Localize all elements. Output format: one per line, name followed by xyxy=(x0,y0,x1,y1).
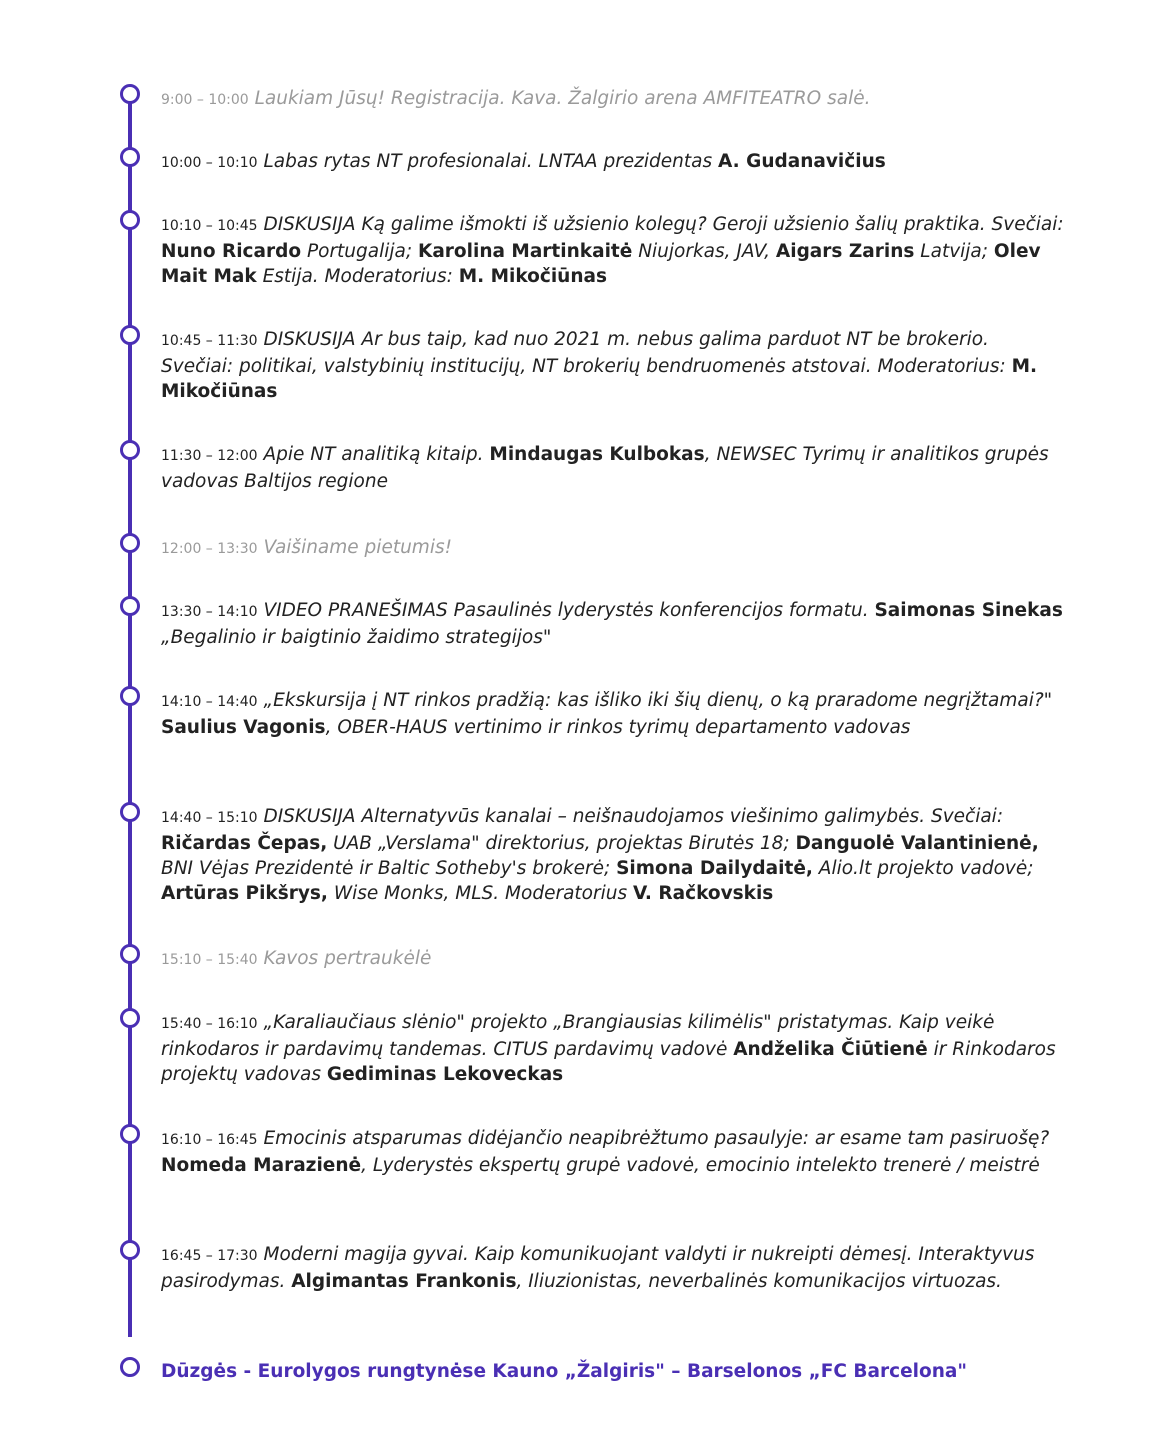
time-range: 16:45 – 17:30 xyxy=(161,1248,258,1264)
description-text: Vaišiname pietumis! xyxy=(263,537,453,558)
speaker-name: Simona Dailydaitė, xyxy=(616,858,813,879)
description-text: Kavos pertraukėlė xyxy=(263,948,432,969)
schedule-item-text xyxy=(161,149,1066,176)
timeline-dot xyxy=(120,1357,140,1377)
schedule-item-text xyxy=(161,1010,1066,1087)
description-text: Labas rytas NT profesionalai. LNTAA prezidentas xyxy=(263,151,718,172)
description-text: „Ekskursija į NT rinkos pradžią: kas išliko iki šių dienų, o ką praradome negrįžtamai?" xyxy=(263,690,1053,711)
speaker-name: Algimantas Frankonis xyxy=(291,1271,517,1292)
description-text: DISKUSIJA Ar bus taip, kad nuo 2021 m. nebus galima parduot NT be brokerio. Svečiai: politikai, valstybinių institucijų, NT brokerių bendruomenės atstovai. Moderatorius: xyxy=(161,329,1012,377)
time-range: 10:10 – 10:45 xyxy=(161,218,258,234)
description-text: Estija. Moderatorius: xyxy=(256,266,459,287)
schedule-item-text xyxy=(161,212,1066,289)
schedule-item-text xyxy=(161,535,1066,562)
speaker-name: Ričardas Čepas, xyxy=(161,833,328,854)
timeline-dot xyxy=(120,1240,140,1260)
description-text: Portugalija; xyxy=(301,241,418,262)
timeline-line xyxy=(128,92,132,1337)
timeline-dot xyxy=(120,1008,140,1028)
speaker-name: V. Račkovskis xyxy=(632,883,774,904)
speaker-name: Nomeda Marazienė xyxy=(161,1155,362,1176)
timeline-dot xyxy=(120,147,140,167)
schedule-item-text xyxy=(161,688,1066,740)
timeline-dot xyxy=(120,686,140,706)
timeline-dot xyxy=(120,1124,140,1144)
time-range: 10:00 – 10:10 xyxy=(161,155,258,171)
description-text: Emocinis atsparumas didėjančio neapibrėžtumo pasaulyje: ar esame tam pasiruošę? xyxy=(263,1128,1050,1149)
schedule-item-text xyxy=(161,86,1066,113)
schedule-item-text xyxy=(161,946,1066,973)
timeline-dot xyxy=(120,210,140,230)
speaker-name: Nuno Ricardo xyxy=(161,241,302,262)
speaker-name: Mindaugas Kulbokas xyxy=(489,444,705,465)
time-range: 11:30 – 12:00 xyxy=(161,448,258,464)
description-text: VIDEO PRANEŠIMAS Pasaulinės lyderystės konferencijos formatu. xyxy=(263,600,875,621)
schedule-item-text xyxy=(161,804,1066,906)
description-text: , Iliuzionistas, neverbalinės komunikacijos virtuozas. xyxy=(516,1271,1002,1292)
description-text: , Lyderystės ekspertų grupė vadovė, emocinio intelekto trenerė / meistrė xyxy=(361,1155,1040,1176)
timeline-dot xyxy=(120,596,140,616)
description-text: „Karaliaučiaus slėnio" projekto „Brangiausias kilimėlis" pristatymas. Kaip veikė rinkodaros ir pardavimų tandemas. CITUS pardavimų vadovė xyxy=(161,1012,995,1060)
speaker-name: Aigars Zarins xyxy=(775,241,915,262)
timeline-dot xyxy=(120,802,140,822)
description-text: ir Rinkodaros projektų vadovas xyxy=(161,1039,1056,1085)
description-text: Apie NT analitiką kitaip. xyxy=(263,444,490,465)
timeline-dot xyxy=(120,440,140,460)
speaker-name: M. Mikočiūnas xyxy=(161,356,1038,402)
description-text: „Begalinio ir baigtinio žaidimo strategijos" xyxy=(161,627,552,648)
description-text: UAB „Verslama" direktorius, projektas Birutės 18; xyxy=(327,833,796,854)
schedule-item-text xyxy=(161,1126,1066,1178)
schedule-item-text xyxy=(161,1242,1066,1294)
description-text: , NEWSEC Tyrimų ir analitikos grupės vadovas Baltijos regione xyxy=(161,444,1049,492)
time-range: 16:10 – 16:45 xyxy=(161,1132,258,1148)
time-range: 9:00 – 10:00 xyxy=(161,92,249,108)
description-text: Niujorkas, JAV, xyxy=(632,241,776,262)
speaker-name: M. Mikočiūnas xyxy=(458,266,607,287)
description-text: Latvija; xyxy=(914,241,994,262)
time-range: 10:45 – 11:30 xyxy=(161,333,258,349)
time-range: 14:10 – 14:40 xyxy=(161,694,258,710)
time-range: 12:00 – 13:30 xyxy=(161,541,258,557)
description-text: BNI Vėjas Prezidentė ir Baltic Sotheby's brokerė; xyxy=(161,858,617,879)
time-range: 15:10 – 15:40 xyxy=(161,952,258,968)
schedule-item-text xyxy=(161,598,1066,650)
timeline-dot xyxy=(120,325,140,345)
timeline-dot xyxy=(120,84,140,104)
speaker-name: Karolina Martinkaitė xyxy=(417,241,633,262)
description-text: DISKUSIJA Alternatyvūs kanalai – neišnaudojamos viešinimo galimybės. Svečiai: xyxy=(263,806,1004,827)
speaker-name: A. Gudanavičius xyxy=(718,151,886,172)
speaker-name: Saulius Vagonis xyxy=(161,717,326,738)
speaker-name: Gediminas Lekoveckas xyxy=(326,1064,564,1085)
description-text: Moderni magija gyvai. Kaip komunikuojant valdyti ir nukreipti dėmesį. Interaktyvus pasirodymas. xyxy=(161,1244,1035,1292)
speaker-name: Andželika Čiūtienė xyxy=(733,1039,928,1060)
timeline-dot xyxy=(120,944,140,964)
speaker-name: Danguolė Valantinienė, xyxy=(795,833,1039,854)
speaker-name: Olev Mait Mak xyxy=(161,241,1041,287)
final-event-text: Dūzgės - Eurolygos rungtynėse Kauno „Žalgiris" – Barselonos „FC Barcelona" xyxy=(161,1361,967,1382)
speaker-name: Saimonas Sinekas xyxy=(874,600,1063,621)
time-range: 14:40 – 15:10 xyxy=(161,810,258,826)
description-text: , OBER-HAUS vertinimo ir rinkos tyrimų departamento vadovas xyxy=(325,717,911,738)
description-text: DISKUSIJA Ką galime išmokti iš užsienio kolegų? Geroji užsienio šalių praktika. Svečiai: xyxy=(263,214,1064,235)
schedule-item-text xyxy=(161,327,1066,404)
description-text: Laukiam Jūsų! Registracija. Kava. Žalgirio arena AMFITEATRO salė. xyxy=(254,88,871,109)
description-text: Alio.lt projekto vadovė; xyxy=(812,858,1034,879)
time-range: 15:40 – 16:10 xyxy=(161,1016,258,1032)
description-text: Wise Monks, MLS. Moderatorius xyxy=(327,883,633,904)
schedule-item-text xyxy=(161,442,1066,494)
speaker-name: Artūras Pikšrys, xyxy=(161,883,328,904)
time-range: 13:30 – 14:10 xyxy=(161,604,258,620)
timeline-dot xyxy=(120,533,140,553)
